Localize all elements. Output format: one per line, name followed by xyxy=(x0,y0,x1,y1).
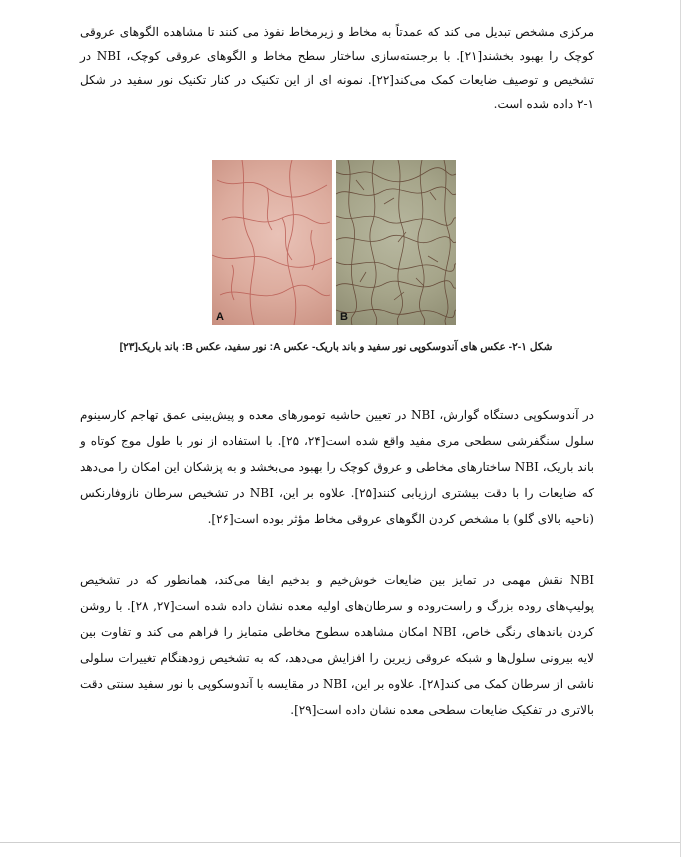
narrow-band-endoscopy-image xyxy=(336,160,456,325)
figure-endoscopy xyxy=(212,160,457,325)
image-label-b: B xyxy=(340,311,348,323)
figure-caption: شکل ۱-۲- عکس های آندوسکوپی نور سفید و باند باریک- عکس A: نور سفید، عکس B: باند باریک[۲۳] xyxy=(119,341,553,353)
page-bottom-divider xyxy=(0,842,680,843)
vessel-pattern-white-light xyxy=(212,160,332,325)
white-light-endoscopy-image xyxy=(212,160,332,325)
image-label-a: A xyxy=(216,311,224,323)
vessel-pattern-nbi xyxy=(336,160,456,325)
paragraph-nbi-role: NBI نقش مهمی در تمایز بین ضایعات خوش‌خیم و بدخیم ایفا می‌کند، همانطور که در تشخیص پولیپ‌های روده بزرگ و راست‌روده و سرطان‌های اولیه معده نشان داده شده است[۲۷, ۲۸]. با روشن کردن باندهای رنگی خاص، NBI امکان مشاهده سطوح مخاطی متمایز را فراهم می کند و تفاوت بین لایه بیرونی سلول‌ها و شبکه عروقی زیرین را افزایش می‌دهد، که به تشخیص زودهنگام تغییرات سلولی ناشی از سرطان کمک می کند[۲۸]. علاوه بر این، NBI در مقایسه با آندوسکوپی با نور سفید سنتی دقت بالاتری در تفکیک ضایعات سطحی معده نشان داده است[۲۹]. xyxy=(80,573,595,717)
paragraph-gi-endoscopy: در آندوسکوپی دستگاه گوارش، NBI در تعیین حاشیه تومورهای معده و پیش‌بینی عمق تهاجم کارسینوم سلول سنگفرشی سطحی مری مفید واقع شده است[۲۴، ۲۵]. با استفاده از نور با طول موج کوتاه و باند باریک، NBI ساختارهای مخاطی و عروق کوچک را بهبود می‌بخشد و به پزشکان این امکان را می‌دهد که ضایعات را با دقت بیشتری ارزیابی کنند[۲۵]. علاوه بر این، NBI در تشخیص سرطان نازوفارنکس (ناحیه بالای گلو) با مشخص کردن الگوهای عروقی مخاط مؤثر بوده است[۲۶]. xyxy=(80,408,595,526)
paragraph-intro: مرکزی مشخص تبدیل می کند که عمدتاً به مخاط و زیرمخاط نفوذ می کنند تا مشاهده الگوهای عروقی کوچک را بهبود بخشند[۲۱]. با برجسته‌سازی ساختار سطح مخاط و الگوهای عروقی کوچک، NBI در تشخیص و توصیف ضایعات کمک می‌کند[۲۲]. نمونه ای از این تکنیک در کنار تکنیک نور سفید در شکل ۱-۲ داده شده است. xyxy=(80,25,594,111)
